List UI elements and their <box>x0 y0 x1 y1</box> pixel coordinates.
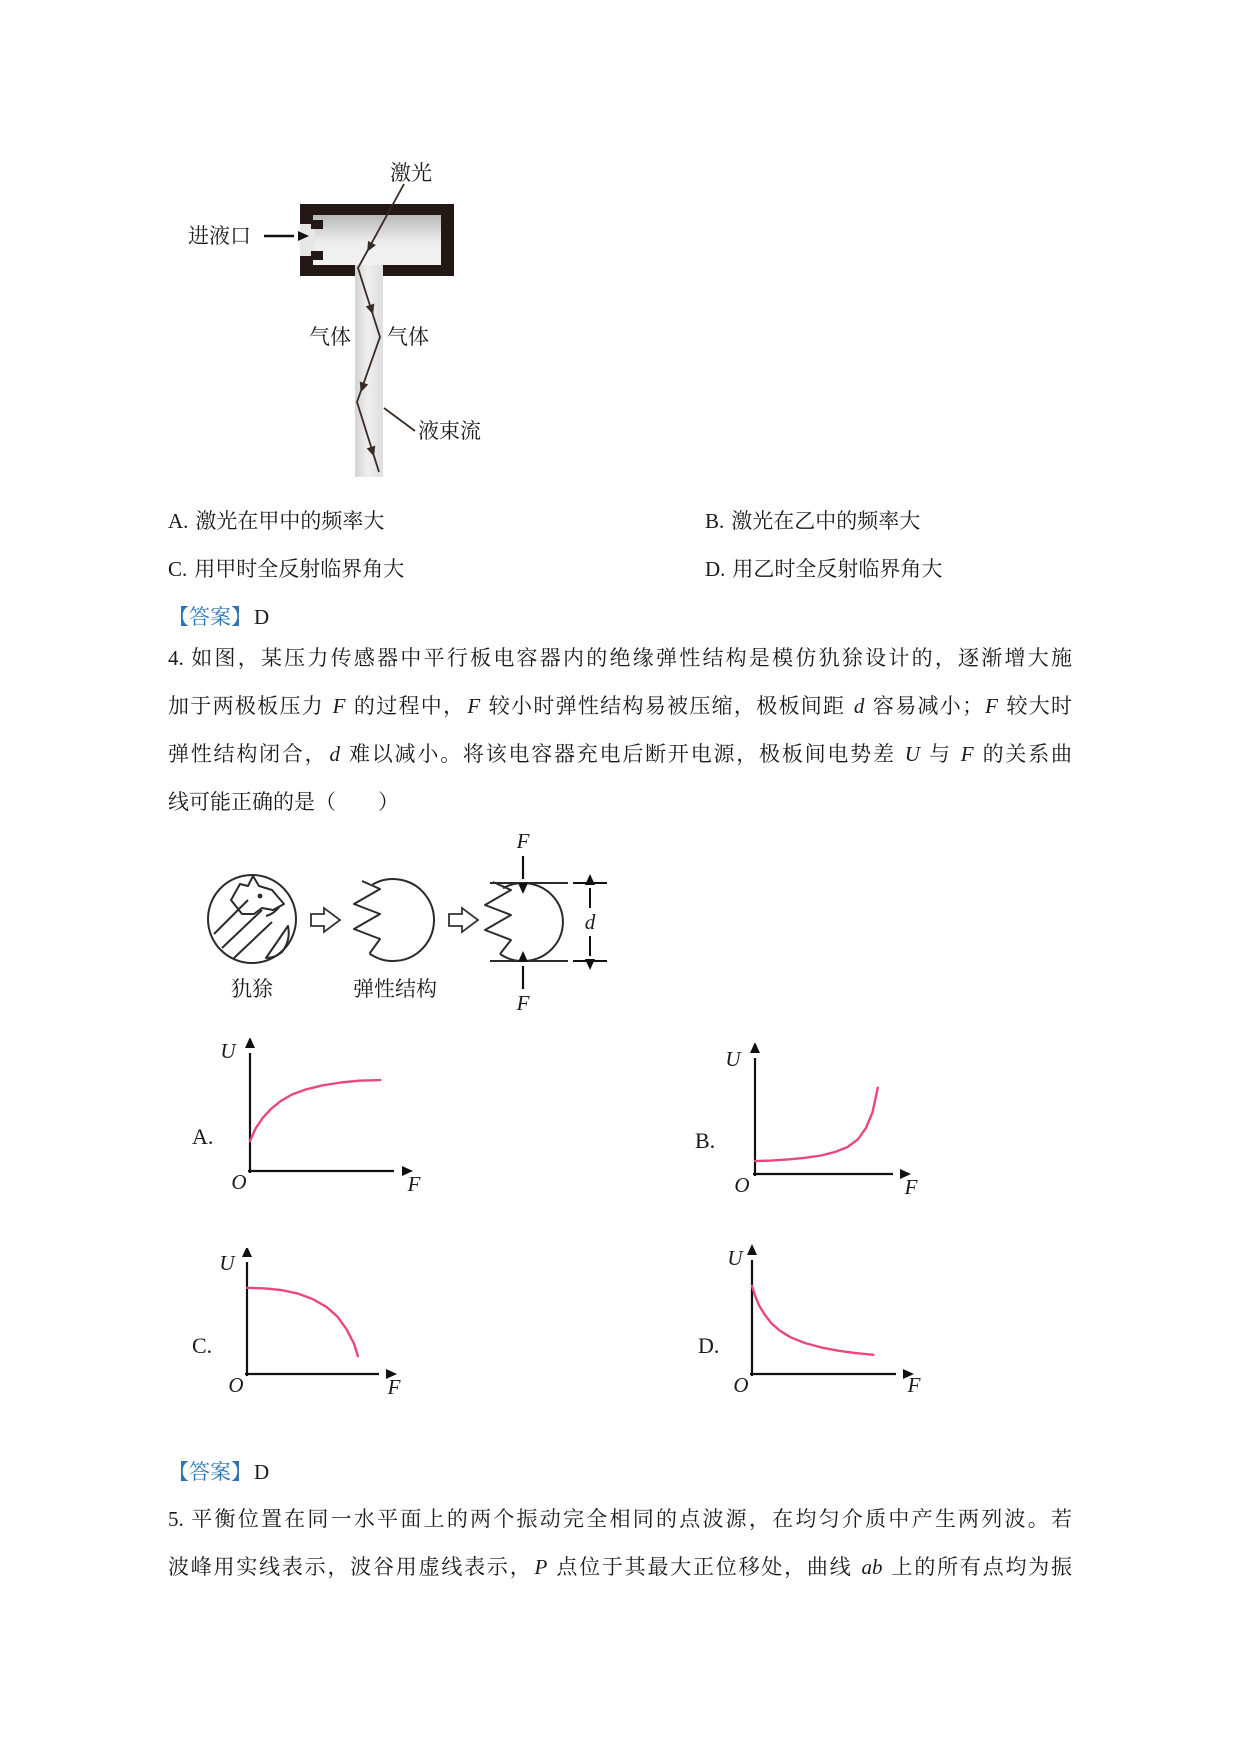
f-label: F <box>907 1373 921 1397</box>
liquid-jet-tube <box>355 265 383 477</box>
option-c-text: 用甲时全反射临界角大 <box>194 557 405 581</box>
inlet-label: 进液口 <box>188 224 251 248</box>
inlet-tab-bottom <box>311 251 323 260</box>
force-top-label: F <box>516 829 530 853</box>
elastic-structure-figure <box>354 879 434 961</box>
answer-q3 <box>168 601 269 631</box>
option-c <box>168 553 404 583</box>
f-label: F <box>387 1375 401 1399</box>
arrow-right-icon <box>449 908 478 932</box>
graph-option-a <box>180 1038 430 1203</box>
option-a-text: 激光在甲中的频率大 <box>195 509 385 533</box>
armadillo-diagram <box>170 828 620 1018</box>
answer-q4-label: 【答案】 <box>168 1460 252 1484</box>
question-4-line-2: 加于两极板压力 F 的过程中，F 较小时弹性结构易被压缩，极板间距 d 容易减小；F 较大时 <box>168 694 1073 718</box>
gas-right-label: 气体 <box>387 325 429 349</box>
jet-leader-line <box>384 408 415 431</box>
question-4-line-4: 线可能正确的是（ ） <box>168 790 399 814</box>
elastic-structure-label: 弹性结构 <box>353 977 437 1001</box>
answer-q4-value: D <box>254 1460 270 1484</box>
f-label: F <box>904 1175 918 1199</box>
graph-option-d <box>685 1243 930 1408</box>
gas-left-label: 气体 <box>309 325 351 349</box>
origin-label: O <box>734 1173 750 1197</box>
force-bottom-arrow <box>518 951 528 989</box>
force-bottom-label: F <box>516 991 530 1015</box>
inlet-tab-top <box>311 220 323 229</box>
container-liquid <box>313 215 441 265</box>
force-top-arrow <box>518 856 528 894</box>
curve-d <box>752 1286 873 1355</box>
answer-q3-value: D <box>254 605 270 629</box>
gap-label: d <box>584 910 596 934</box>
laser-jet-diagram <box>150 120 490 490</box>
graph-option-b <box>685 1043 930 1208</box>
curve-c <box>247 1288 358 1356</box>
f-label: F <box>407 1172 421 1196</box>
armadillo-label: 犰狳 <box>231 977 273 1001</box>
question-5-line-2: 波峰用实线表示，波谷用虚线表示，P 点位于其最大正位移处，曲线 ab 上的所有点均为振 <box>168 1555 1073 1579</box>
arrow-right-icon <box>311 908 340 932</box>
option-d <box>705 553 942 583</box>
u-label: U <box>725 1047 741 1071</box>
answer-q4 <box>168 1456 269 1486</box>
option-d-text: 用乙时全反射临界角大 <box>732 557 943 581</box>
option-a-label: A. <box>168 509 189 533</box>
option-d-label: D. <box>705 557 726 581</box>
u-label: U <box>220 1039 236 1063</box>
jet-label: 液束流 <box>418 419 481 443</box>
option-b-label: B. <box>705 509 725 533</box>
armadillo-figure <box>208 875 296 963</box>
answer-q3-label: 【答案】 <box>168 605 252 629</box>
graph-a-letter: A. <box>192 1124 214 1149</box>
question-4-line-3: 弹性结构闭合，d 难以减小。将该电容器充电后断开电源，极板间电势差 U 与 F 的关系曲 <box>168 742 1072 766</box>
compressed-structure-figure <box>485 882 568 961</box>
graph-c-letter: C. <box>192 1333 213 1358</box>
question-5-line-1: 5. 平衡位置在同一水平面上的两个振动完全相同的点波源，在均匀介质中产生两列波。若 <box>168 1507 1072 1531</box>
u-label: U <box>219 1251 235 1275</box>
graph-b-letter: B. <box>695 1128 716 1153</box>
option-a <box>168 505 384 535</box>
origin-label: O <box>733 1373 749 1397</box>
option-c-label: C. <box>168 557 188 581</box>
option-b-text: 激光在乙中的频率大 <box>731 509 921 533</box>
curve-b <box>755 1088 878 1161</box>
u-label: U <box>727 1246 743 1270</box>
origin-label: O <box>228 1373 244 1397</box>
graph-d-letter: D. <box>698 1333 720 1358</box>
graph-option-c <box>180 1248 415 1408</box>
origin-label: O <box>231 1170 247 1194</box>
question-4-line-1: 4. 如图，某压力传感器中平行板电容器内的绝缘弹性结构是模仿犰狳设计的，逐渐增大施 <box>168 646 1072 670</box>
laser-label: 激光 <box>390 161 432 185</box>
option-b <box>705 505 920 535</box>
curve-a <box>250 1080 380 1141</box>
